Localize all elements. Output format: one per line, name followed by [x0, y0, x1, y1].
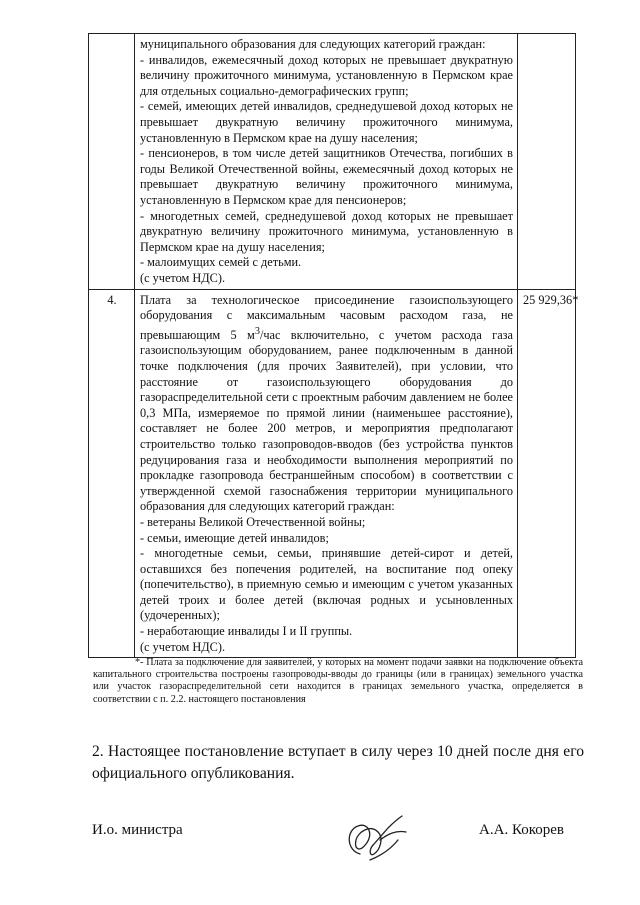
- category-item: - ветераны Великой Отечественной войны;: [140, 514, 366, 529]
- tariff-table: [88, 33, 579, 658]
- category-line: - инвалидов, ежемесячный доход которых не превышает двукратную величину прожиточного минимума, установленную в Пермском крае для отдельных социально-демографических групп;: [140, 52, 513, 98]
- fee-value: 25 929,36*: [518, 289, 576, 658]
- category-line: - семей, имеющих детей инвалидов, среднедушевой доход которых не превышает двукратную величину прожиточного минимума, установленную в Пермском крае на душу населения;: [140, 99, 513, 145]
- fee-description-part1: Плата за технологическое присоединение газоиспользующего оборудования с максимальным часовым расходом газа, не превышающим 5 м: [140, 292, 513, 342]
- category-line: муниципального образования для следующих категорий граждан:: [140, 37, 486, 51]
- category-line: - пенсионеров, в том числе детей защитников Отечества, погибших в годы Великой Отечественной войны, ежемесячный доход которых не превышает двукратную величину прожиточного минимума, установленную в Пермском крае для пенсионеров;: [140, 146, 513, 207]
- table-row-continuation: [89, 34, 576, 290]
- signer-role: И.о. министра: [92, 822, 183, 838]
- row-value-cell-empty: [518, 34, 576, 290]
- table-row-4: [89, 289, 576, 658]
- footnote: *- Плата за подключение для заявителей, у которых на момент подачи заявки на подключение объекта капитального строительства построены газопроводы-вводы до границы (или в границах) земельного участка или участок газораспределительной сети находится в границах земельного участка, определяется в соответствии с п. 2.2. настоящего постановления: [93, 657, 583, 705]
- handwritten-signature-icon: [340, 810, 412, 866]
- row-number: 4.: [89, 289, 135, 658]
- row-description-cell: [135, 289, 518, 658]
- signer-name: А.А. Кокорев: [479, 822, 564, 838]
- vat-note: (с учетом НДС).: [140, 639, 226, 654]
- category-item: - неработающие инвалиды I и II группы.: [140, 624, 353, 639]
- unit-superscript: 3: [254, 325, 260, 337]
- fee-description: [140, 293, 513, 515]
- fee-description-part2: /час включительно, с учетом расхода газа газоиспользующим оборудованием, ранее подключенным в данной точке подключения (для прочих Заявителей), при условии, что расстояние от газоиспользующего оборудования до газораспределительной сети с проектным рабочим давлением не более 0,3 МПа, измеряемое по прямой линии (наименьшее расстояние), составляет не более 200 метров, и мероприятия предполагают строительство только газопроводов-вводов (без устройства пунктов редуцирования газа и необходимости выполнения мероприятий по прокладке газопровода бестраншейным способом) в соответствии с утвержденной схемой газоснабжения территории муниципального образования для следующих категорий граждан:: [140, 327, 513, 514]
- paragraph-2: 2. Настоящее постановление вступает в силу через 10 дней после дня его официального опубликования.: [92, 743, 584, 782]
- category-line: - многодетных семей, среднедушевой доход которых не превышает двукратную величину прожиточного минимума, установленную в Пермском крае на душу населения;: [140, 208, 513, 254]
- row-number-cell-empty: [89, 34, 135, 290]
- signature-block: [92, 814, 584, 884]
- vat-note: (с учетом НДС).: [140, 270, 226, 285]
- category-item: - многодетные семьи, семьи, принявшие детей-сирот и детей, оставшихся без попечения родителей, на воспитание под опеку (попечительство), в приемную семью и имеющим с учетом указанных детей троих и более детей (включая родных и усыновленных (удочеренных);: [140, 546, 513, 623]
- category-line: - малоимущих семей с детьми.: [140, 255, 302, 270]
- row-description-cell: [135, 34, 518, 290]
- category-item: - семьи, имеющие детей инвалидов;: [140, 530, 329, 545]
